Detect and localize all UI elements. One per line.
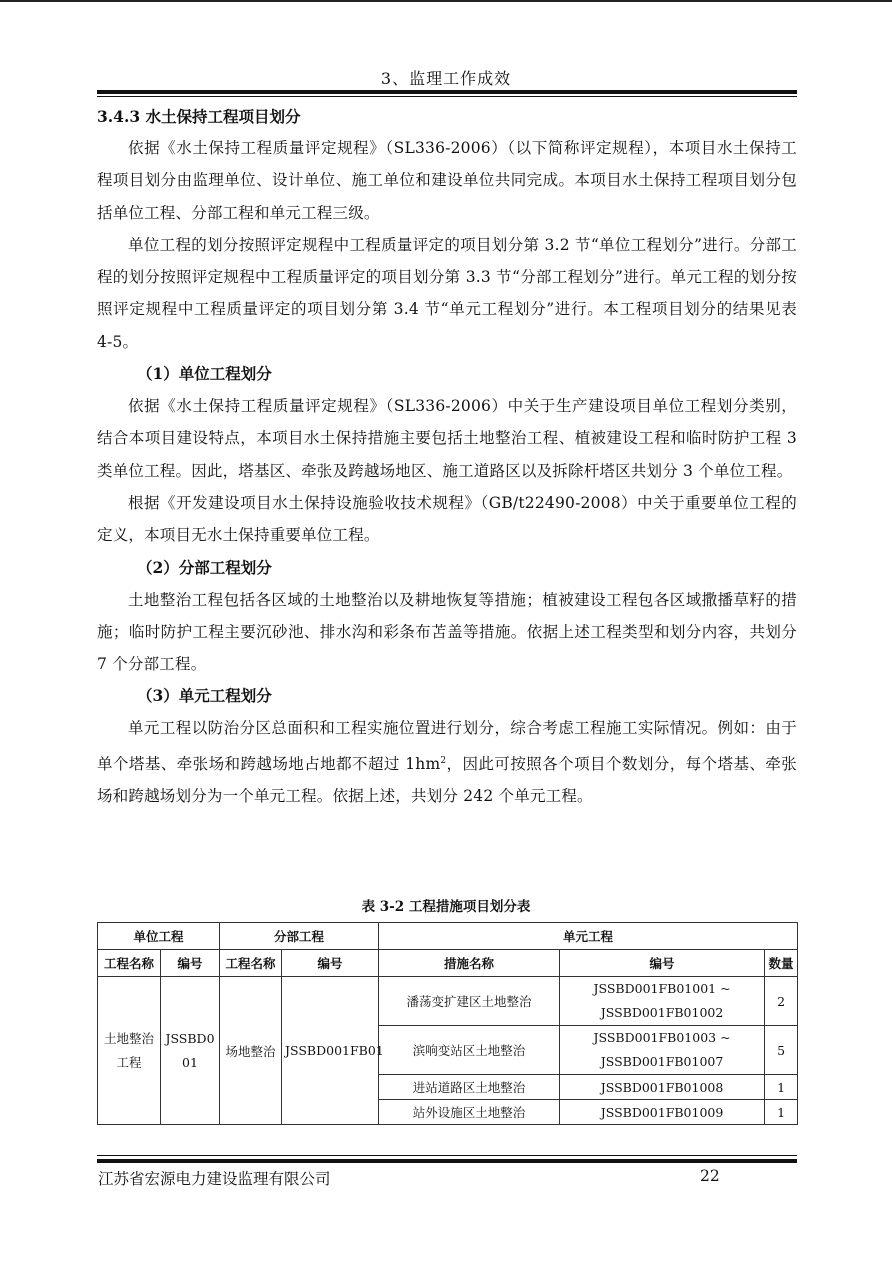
- paragraph: 单位工程的划分按照评定规程中工程质量评定的项目划分第 3.2 节“单位工程划分”进行。分部工程的划分按照评定规程中工程质量评定的项目划分第 3.3 节“分部工程划分”进行。单元工程的划分按照评定规程中工程质量评定的项目划分第 3.4 节“单元工程划分”进行。本工程项目划分的结果见表 4-5。: [97, 235, 797, 351]
- paragraph-text: 单元工程以防治分区总面积和工程实施位置进行划分，综合考虑工程施工实际情况。例如：由于单个塔基、牵张场和跨越场地占地都不超过 1hm: [97, 719, 797, 773]
- element-code-cell: [560, 977, 765, 1026]
- group-header-element: 单元工程: [379, 923, 798, 950]
- page-number: 22: [700, 1167, 720, 1185]
- measure-name-cell: 站外设施区土地整治: [379, 1100, 560, 1125]
- col-header: 编号: [560, 950, 765, 977]
- unit-name-cell: 土地整治工程: [98, 977, 161, 1125]
- subsection-heading: （3）单元工程划分: [137, 686, 272, 706]
- paragraph: 依据《水土保持工程质量评定规程》（SL336-2006）（以下简称评定规程），本项目水土保持工程项目划分由监理单位、设计单位、施工单位和建设单位共同完成。本项目水土保持工程项目划分包括单位工程、分部工程和单元工程三级。: [97, 139, 797, 222]
- paragraph: 依据《水土保持工程质量评定规程》（SL336-2006）中关于生产建设项目单位工程划分类别，结合本项目建设特点，本项目水土保持措施主要包括土地整治工程、植被建设工程和临时防护工程 3 类单位工程。因此，塔基区、牵张及跨越场地区、施工道路区以及拆除杆塔区共划分 3 个单位工程。: [97, 397, 797, 480]
- division-code-cell: JSSBD001FB01: [282, 977, 379, 1125]
- group-header-division: 分部工程: [220, 923, 379, 950]
- measure-name-cell: 潘荡变扩建区土地整治: [379, 977, 560, 1026]
- section-heading: 3.4.3 水土保持工程项目划分: [97, 107, 301, 126]
- subsection-heading: （1）单位工程划分: [137, 364, 272, 384]
- paragraph: [97, 712, 797, 812]
- element-code-cell: JSSBD001FB01008: [560, 1075, 765, 1100]
- paragraph-text: ，因此可按照各个项目个数划分，每个塔基、牵张场和跨越场划分为一个单元工程。依据上述，共划分 242 个单元工程。: [97, 754, 797, 806]
- unit-code-cell: JSSBD001: [161, 977, 220, 1125]
- col-header: 工程名称: [98, 950, 161, 977]
- footer-rule-thick: [97, 1159, 797, 1163]
- count-cell: 1: [765, 1100, 798, 1125]
- table-row: [98, 977, 798, 1026]
- page-top-border: [0, 0, 892, 2]
- table-group-header-row: [98, 923, 798, 950]
- table-caption: 表 3-2 工程措施项目划分表: [361, 899, 531, 915]
- count-cell: 5: [765, 1026, 798, 1075]
- col-header: 数量: [765, 950, 798, 977]
- measures-table: [97, 922, 798, 1125]
- subsection-heading: （2）分部工程划分: [137, 557, 272, 577]
- measure-name-cell: 进站道路区土地整治: [379, 1075, 560, 1100]
- code-line: JSSBD001FB01002: [600, 1005, 724, 1020]
- group-header-unit: 单位工程: [98, 923, 220, 950]
- table-column-header-row: [98, 950, 798, 977]
- paragraph: 土地整治工程包括各区域的土地整治以及耕地恢复等措施；植被建设工程包各区域撒播草籽的措施；临时防护工程主要沉砂池、排水沟和彩条布苫盖等措施。依据上述工程类型和划分内容，共划分 7 个分部工程。: [97, 590, 797, 674]
- footer-rule-thin: [97, 1155, 797, 1156]
- col-header: 工程名称: [220, 950, 282, 977]
- measure-name-cell: 滨响变站区土地整治: [379, 1026, 560, 1075]
- code-line: JSSBD001FB01001 ~: [593, 981, 731, 996]
- division-name-cell: 场地整治: [220, 977, 282, 1125]
- code-line: JSSBD001FB01007: [600, 1054, 724, 1069]
- col-header: 编号: [282, 950, 379, 977]
- header-rule-thin: [97, 96, 797, 97]
- count-cell: 2: [765, 977, 798, 1026]
- count-cell: 1: [765, 1075, 798, 1100]
- page-header-title: 3、监理工作成效: [380, 69, 512, 88]
- paragraph: 根据《开发建设项目水土保持设施验收技术规程》（GB/t22490-2008）中关于重要单位工程的定义，本项目无水土保持重要单位工程。: [97, 493, 797, 545]
- header-rule-thick: [97, 90, 797, 94]
- page-body: [97, 100, 797, 813]
- col-header: 编号: [161, 950, 220, 977]
- superscript: 2: [440, 755, 447, 766]
- col-header: 措施名称: [379, 950, 560, 977]
- element-code-cell: JSSBD001FB01009: [560, 1100, 765, 1125]
- code-line: JSSBD001FB01003 ~: [593, 1030, 731, 1045]
- element-code-cell: [560, 1026, 765, 1075]
- footer-company: 江苏省宏源电力建设监理有限公司: [98, 1170, 331, 1188]
